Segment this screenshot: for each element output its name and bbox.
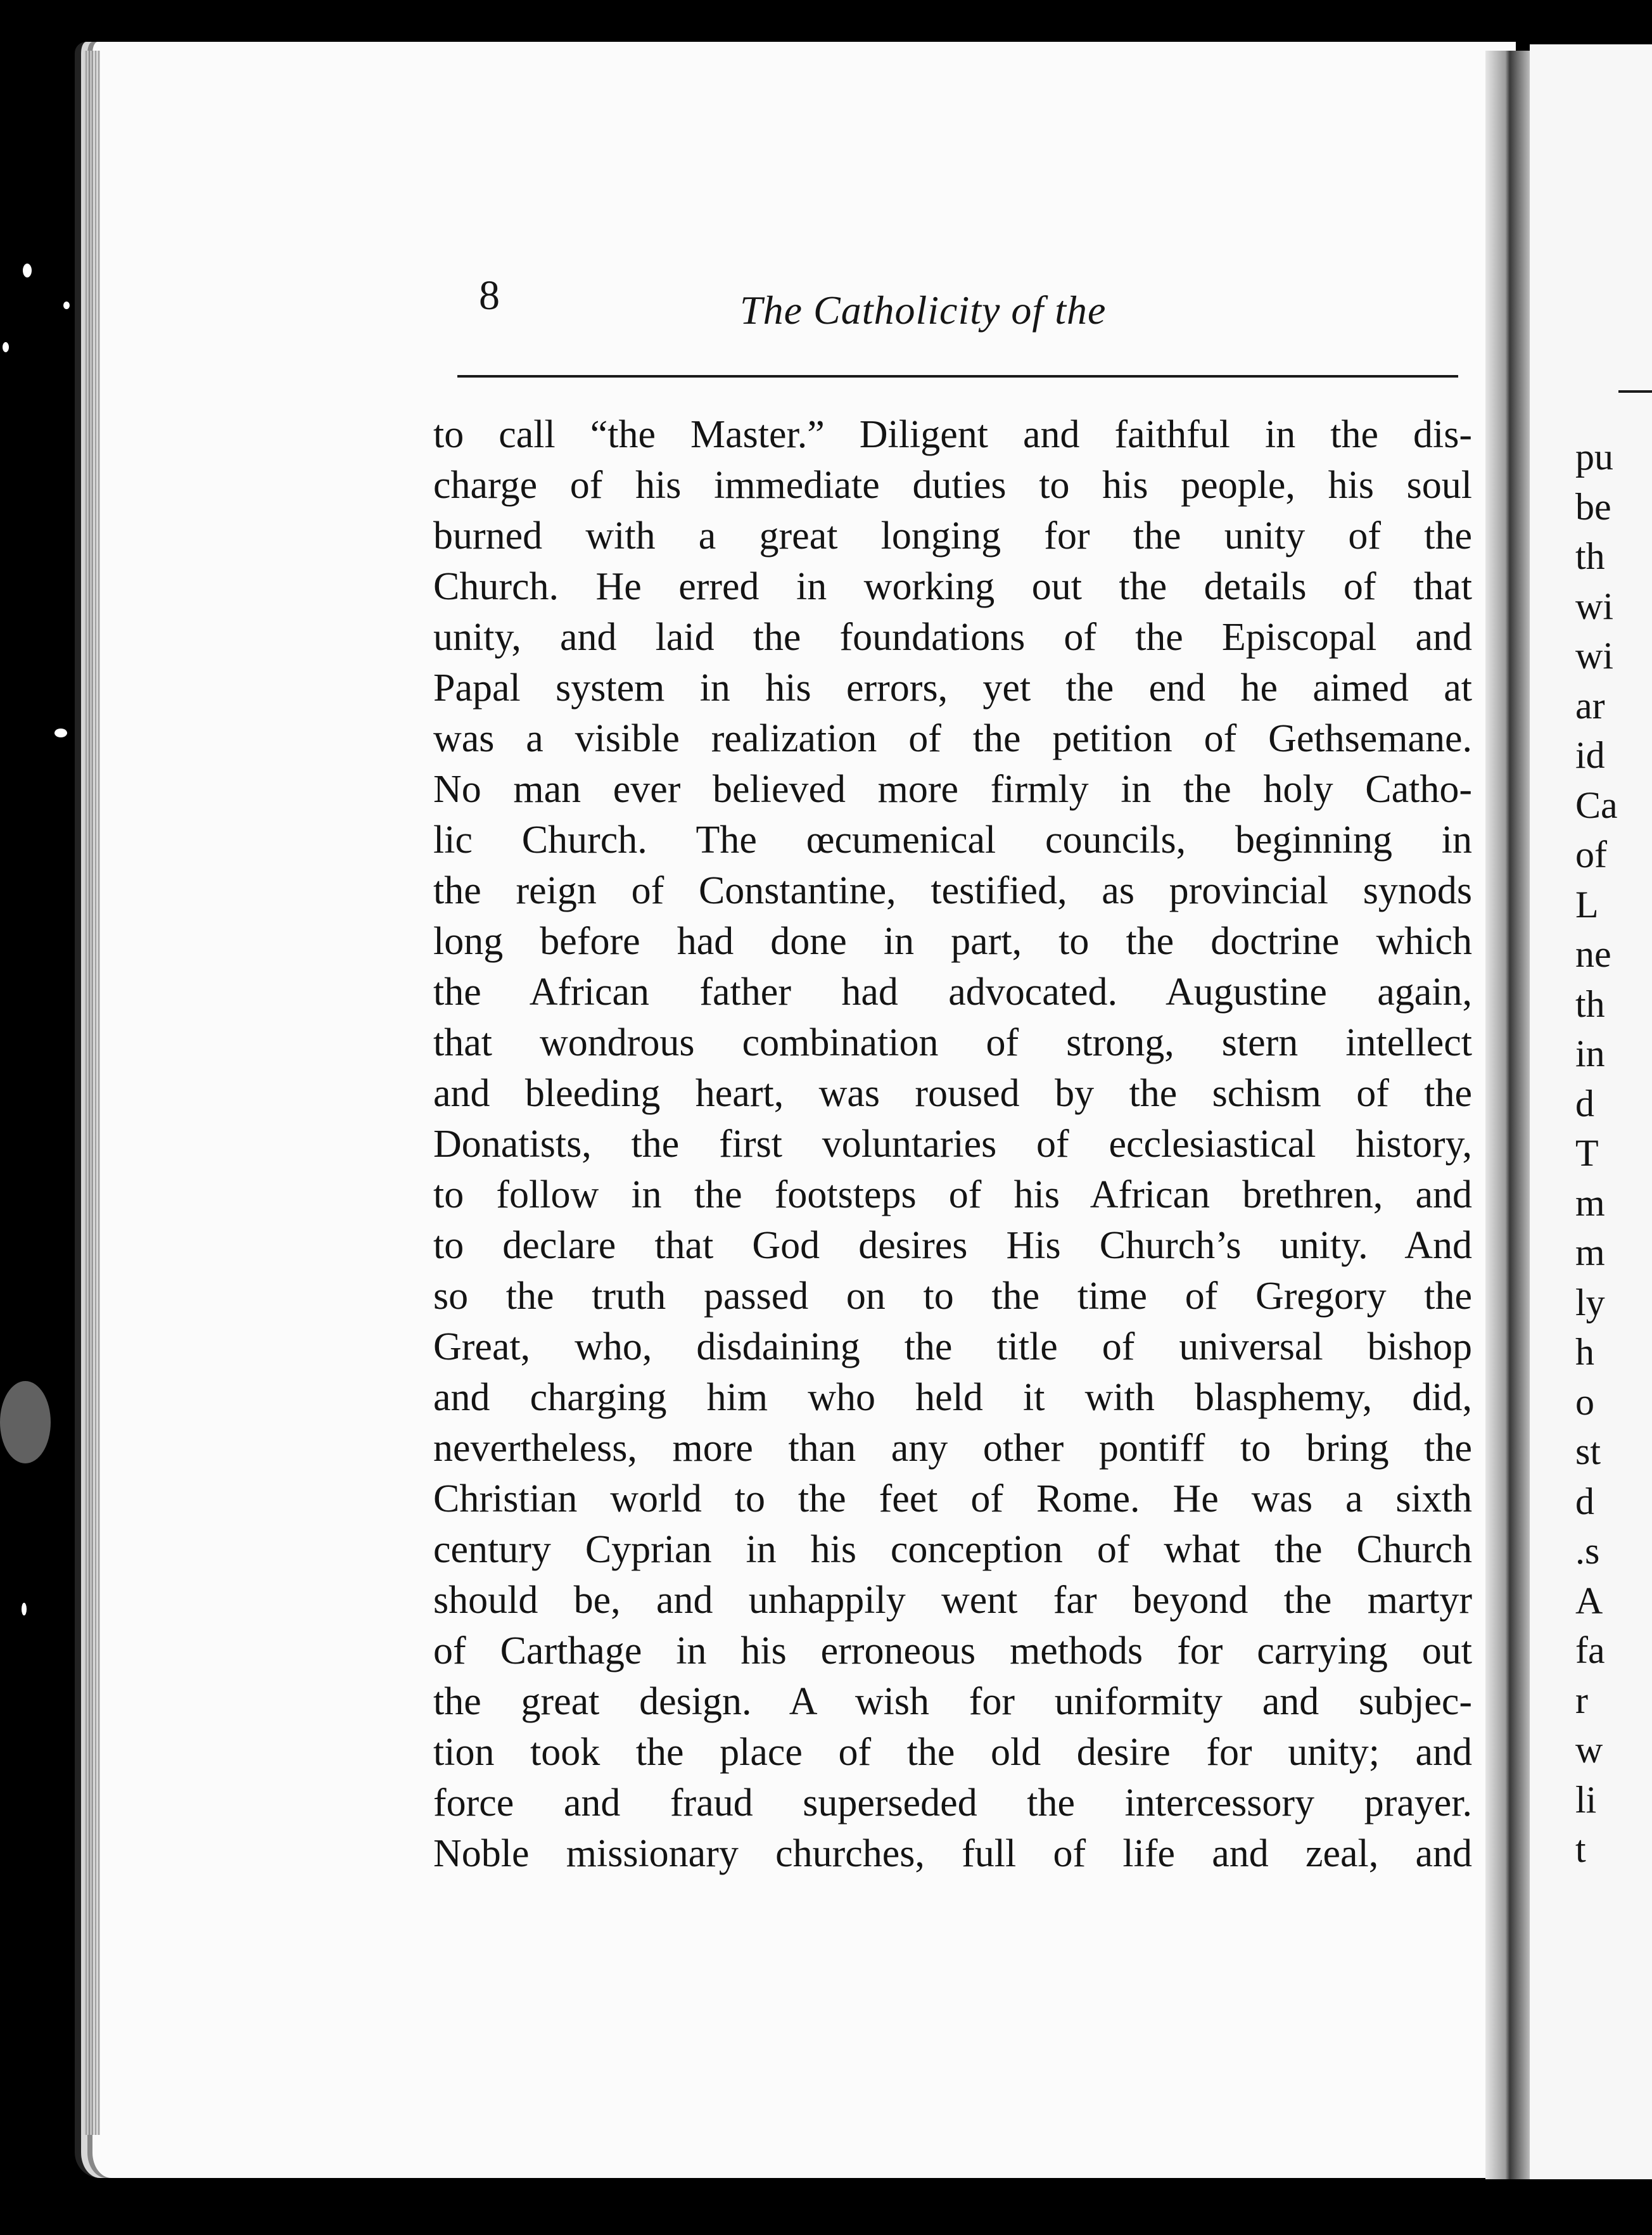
facing-line-fragment: wi bbox=[1575, 635, 1613, 677]
facing-page-text bbox=[1575, 432, 1618, 1875]
scan-speck bbox=[54, 729, 67, 737]
text-line: nevertheless, more than any other pontiff to bring the bbox=[433, 1427, 1472, 1470]
text-line: was a visible realization of the petition of Gethsemane. bbox=[433, 717, 1472, 760]
left-page bbox=[75, 42, 1516, 2178]
facing-line-fragment: id bbox=[1575, 734, 1605, 776]
text-line: and bleeding heart, was roused by the schism of the bbox=[433, 1072, 1472, 1115]
page-number: 8 bbox=[479, 272, 500, 319]
facing-line-fragment: m bbox=[1575, 1181, 1605, 1224]
text-line: the African father had advocated. Augustine again, bbox=[433, 971, 1472, 1014]
facing-line-fragment: ne bbox=[1575, 933, 1611, 975]
facing-line-fragment: d bbox=[1575, 1480, 1594, 1522]
text-line: Donatists, the first voluntaries of ecclesiastical history, bbox=[433, 1123, 1472, 1166]
text-line: to declare that God desires His Church’s unity. And bbox=[433, 1224, 1472, 1267]
facing-line-fragment: Ca bbox=[1575, 784, 1618, 826]
text-line: of Carthage in his erroneous methods for carrying out bbox=[433, 1629, 1472, 1672]
text-line: Great, who, disdaining the title of universal bishop bbox=[433, 1325, 1472, 1368]
facing-line-fragment: ar bbox=[1575, 684, 1605, 727]
text-line: Christian world to the feet of Rome. He was a sixth bbox=[433, 1477, 1472, 1520]
text-line: the reign of Constantine, testified, as provincial synods bbox=[433, 869, 1472, 912]
body-text bbox=[433, 409, 1472, 1879]
facing-line-fragment: ly bbox=[1575, 1281, 1605, 1323]
scan-speck bbox=[0, 1381, 51, 1463]
text-line: Papal system in his errors, yet the end he aimed at bbox=[433, 666, 1472, 710]
text-line: Noble missionary churches, full of life and zeal, and bbox=[433, 1832, 1472, 1875]
text-line: to follow in the footsteps of his African brethren, and bbox=[433, 1173, 1472, 1216]
text-line: unity, and laid the foundations of the Episcopal and bbox=[433, 616, 1472, 659]
facing-line-fragment: L bbox=[1575, 883, 1599, 926]
facing-line-fragment: w bbox=[1575, 1729, 1603, 1771]
text-line: Church. He erred in working out the details of that bbox=[433, 565, 1472, 608]
text-line: No man ever believed more firmly in the holy Catho- bbox=[433, 768, 1472, 811]
facing-header-rule bbox=[1618, 390, 1652, 393]
facing-line-fragment: r bbox=[1575, 1679, 1588, 1721]
facing-line-fragment: t bbox=[1575, 1828, 1586, 1870]
facing-line-fragment: be bbox=[1575, 485, 1611, 528]
text-line: century Cyprian in his conception of what the Church bbox=[433, 1528, 1472, 1571]
facing-line-fragment: .s bbox=[1575, 1530, 1600, 1572]
facing-line-fragment: fa bbox=[1575, 1629, 1605, 1671]
text-line: tion took the place of the old desire for unity; and bbox=[433, 1731, 1472, 1774]
text-line: and charging him who held it with blasphemy, did, bbox=[433, 1376, 1472, 1419]
facing-line-fragment: st bbox=[1575, 1430, 1601, 1472]
facing-line-fragment: d bbox=[1575, 1082, 1594, 1124]
text-line: lic Church. The œcumenical councils, beginning in bbox=[433, 818, 1472, 862]
facing-line-fragment: A bbox=[1575, 1579, 1603, 1622]
facing-line-fragment: wi bbox=[1575, 585, 1613, 627]
header-rule bbox=[457, 375, 1458, 378]
facing-line-fragment: pu bbox=[1575, 436, 1613, 478]
facing-line-fragment: h bbox=[1575, 1331, 1594, 1373]
running-title: The Catholicity of the bbox=[740, 288, 1107, 333]
scan-speck bbox=[63, 302, 70, 309]
facing-line-fragment: th bbox=[1575, 983, 1605, 1025]
facing-line-fragment: li bbox=[1575, 1778, 1597, 1821]
facing-line-fragment: of bbox=[1575, 834, 1607, 876]
text-line: to call “the Master.” Diligent and faithful in the dis- bbox=[433, 413, 1472, 456]
text-line: charge of his immediate duties to his people, his soul bbox=[433, 464, 1472, 507]
text-line: force and fraud superseded the intercessory prayer. bbox=[433, 1781, 1472, 1824]
page-edge-stack bbox=[84, 51, 100, 2135]
facing-line-fragment: o bbox=[1575, 1380, 1594, 1423]
facing-line-fragment: T bbox=[1575, 1132, 1599, 1174]
text-line: that wondrous combination of strong, stern intellect bbox=[433, 1021, 1472, 1064]
facing-line-fragment: th bbox=[1575, 535, 1605, 577]
text-line: burned with a great longing for the unity of the bbox=[433, 514, 1472, 557]
facing-line-fragment: m bbox=[1575, 1232, 1605, 1273]
facing-line-fragment: in bbox=[1575, 1033, 1605, 1074]
text-line: so the truth passed on to the time of Gregory the bbox=[433, 1275, 1472, 1318]
text-line: should be, and unhappily went far beyond the martyr bbox=[433, 1579, 1472, 1622]
scan-speck bbox=[3, 342, 9, 352]
book-gutter bbox=[1485, 51, 1530, 2179]
scan-speck bbox=[22, 1603, 27, 1615]
text-line: long before had done in part, to the doctrine which bbox=[433, 920, 1472, 963]
scan-speck bbox=[23, 264, 32, 277]
facing-page bbox=[1530, 44, 1652, 2179]
text-line: the great design. A wish for uniformity and subjec- bbox=[433, 1680, 1472, 1723]
